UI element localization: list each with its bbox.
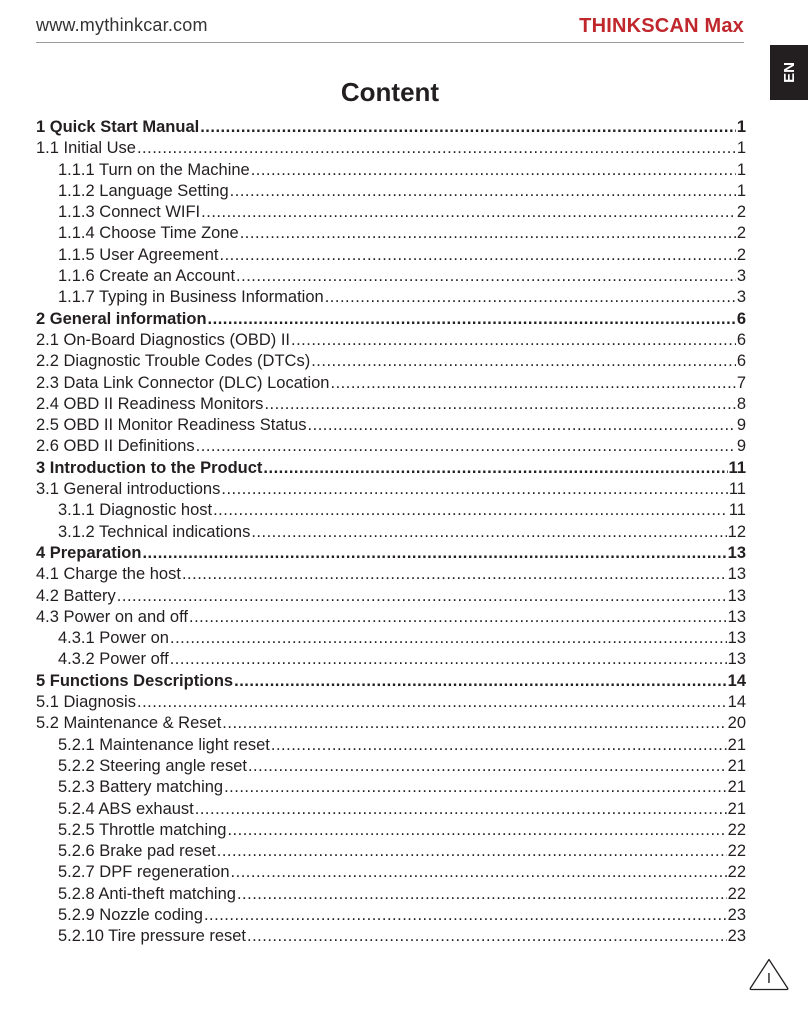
toc-dot-leader — [213, 500, 728, 521]
toc-entry-page: 11 — [728, 501, 746, 520]
brand-logo: THINKSCAN Max — [579, 15, 744, 37]
toc-entry-page: 11 — [728, 480, 746, 499]
toc-dot-leader — [137, 138, 736, 159]
toc-entry-page: 21 — [727, 778, 746, 797]
toc-dot-leader — [331, 373, 736, 394]
toc-entry-page: 20 — [727, 714, 746, 733]
toc-entry-page: 23 — [727, 905, 746, 924]
toc-dot-leader — [221, 479, 727, 500]
toc-entry-title: 2.4 OBD II Readiness Monitors — [36, 394, 264, 413]
toc-entry[interactable] — [36, 500, 746, 521]
toc-dot-leader — [263, 458, 727, 479]
toc-entry-title: 1.1.5 User Agreement — [58, 245, 219, 264]
toc-entry[interactable] — [36, 841, 746, 862]
toc-dot-leader — [234, 671, 727, 692]
toc-entry-page: 13 — [727, 565, 746, 584]
toc-entry-title: 3.1.2 Technical indications — [58, 522, 251, 541]
toc-dot-leader — [137, 692, 727, 713]
toc-entry-title: 5.2.3 Battery matching — [58, 778, 224, 797]
toc-dot-leader — [182, 564, 727, 585]
toc-entry[interactable] — [36, 160, 746, 181]
toc-entry-title: 5.2.4 ABS exhaust — [58, 799, 194, 818]
toc-entry[interactable] — [36, 479, 746, 500]
toc-entry[interactable] — [36, 351, 746, 372]
toc-entry-title: 3 Introduction to the Product — [36, 458, 263, 477]
toc-dot-leader — [311, 351, 736, 372]
page-number-marker — [748, 957, 790, 991]
toc-dot-leader — [251, 160, 736, 181]
header-divider — [36, 42, 744, 43]
toc-entry[interactable] — [36, 862, 746, 883]
table-of-contents — [36, 117, 746, 948]
toc-entry-title: 4.1 Charge the host — [36, 565, 181, 584]
toc-entry-title: 1.1.1 Turn on the Machine — [58, 160, 250, 179]
toc-entry[interactable] — [36, 586, 746, 607]
toc-entry[interactable] — [36, 181, 746, 202]
toc-entry[interactable] — [36, 884, 746, 905]
toc-entry[interactable] — [36, 202, 746, 223]
toc-entry[interactable] — [36, 926, 746, 947]
toc-dot-leader — [200, 117, 736, 138]
toc-entry[interactable] — [36, 607, 746, 628]
toc-dot-leader — [325, 287, 736, 308]
toc-dot-leader — [196, 436, 736, 457]
toc-entry-title: 5.2.2 Steering angle reset — [58, 756, 247, 775]
toc-entry-title: 5.2.6 Brake pad reset — [58, 842, 216, 861]
toc-entry-page: 2 — [736, 203, 746, 222]
toc-entry-title: 2 General information — [36, 309, 207, 328]
toc-entry-title: 1.1.3 Connect WIFI — [58, 203, 201, 222]
toc-entry[interactable] — [36, 564, 746, 585]
toc-entry-title: 1.1.7 Typing in Business Information — [58, 288, 324, 307]
toc-entry-page: 8 — [736, 394, 746, 413]
toc-entry-title: 4.3 Power on and off — [36, 607, 188, 626]
toc-entry-title: 5.2.7 DPF regeneration — [58, 863, 230, 882]
language-tab-label: EN — [780, 62, 798, 83]
toc-dot-leader — [224, 777, 727, 798]
toc-entry-page: 22 — [727, 842, 746, 861]
toc-dot-leader — [217, 841, 727, 862]
toc-entry-title: 5.2.8 Anti-theft matching — [58, 884, 236, 903]
toc-entry-page: 21 — [727, 756, 746, 775]
header-url: www.mythinkcar.com — [36, 15, 208, 35]
toc-entry-page: 6 — [736, 309, 746, 328]
toc-dot-leader — [236, 266, 736, 287]
toc-dot-leader — [222, 713, 726, 734]
toc-entry-page: 6 — [736, 352, 746, 371]
toc-entry-page: 7 — [736, 373, 746, 392]
toc-entry-page: 12 — [727, 522, 746, 541]
toc-entry-page: 14 — [727, 693, 746, 712]
toc-entry-title: 5.2.9 Nozzle coding — [58, 905, 203, 924]
toc-dot-leader — [264, 394, 735, 415]
toc-entry[interactable] — [36, 628, 746, 649]
toc-entry-page: 2 — [736, 245, 746, 264]
toc-entry[interactable] — [36, 522, 746, 543]
toc-entry-page: 1 — [736, 118, 746, 136]
toc-entry-title: 4.2 Battery — [36, 586, 116, 605]
toc-entry-page: 23 — [727, 927, 746, 946]
toc-entry[interactable] — [36, 436, 746, 457]
toc-entry-page: 21 — [727, 799, 746, 818]
toc-entry-page: 13 — [727, 607, 746, 626]
toc-chapter-entry[interactable] — [36, 543, 746, 564]
toc-dot-leader — [117, 586, 727, 607]
toc-entry-title: 5.2.5 Throttle matching — [58, 820, 227, 839]
toc-dot-leader — [220, 245, 736, 266]
toc-entry-page: 13 — [727, 586, 746, 605]
toc-dot-leader — [271, 735, 727, 756]
toc-entry-title: 2.3 Data Link Connector (DLC) Location — [36, 373, 330, 392]
toc-entry-title: 5.2.1 Maintenance light reset — [58, 735, 270, 754]
toc-chapter-entry[interactable] — [36, 458, 746, 479]
toc-dot-leader — [189, 607, 727, 628]
toc-entry-title: 1.1.2 Language Setting — [58, 181, 229, 200]
toc-entry-page: 2 — [736, 224, 746, 243]
toc-entry-page: 1 — [736, 181, 746, 200]
toc-entry[interactable] — [36, 373, 746, 394]
toc-entry-page: 13 — [727, 650, 746, 669]
toc-entry-page: 11 — [728, 458, 746, 477]
toc-entry-page: 14 — [727, 671, 746, 690]
toc-entry-title: 4.3.1 Power on — [58, 629, 169, 648]
page-number: I — [766, 970, 772, 987]
toc-dot-leader — [208, 309, 736, 330]
toc-entry[interactable] — [36, 415, 746, 436]
toc-dot-leader — [201, 202, 736, 223]
toc-entry-page: 22 — [727, 884, 746, 903]
page-title: Content — [340, 77, 440, 107]
toc-entry-title: 2.2 Diagnostic Trouble Codes (DTCs) — [36, 352, 311, 371]
toc-entry-title: 5.2 Maintenance & Reset — [36, 714, 222, 733]
toc-entry-title: 1.1.4 Choose Time Zone — [58, 224, 239, 243]
toc-entry[interactable] — [36, 649, 746, 670]
toc-chapter-entry[interactable] — [36, 309, 746, 330]
toc-dot-leader — [204, 905, 727, 926]
toc-dot-leader — [237, 884, 727, 905]
toc-entry-page: 21 — [727, 735, 746, 754]
toc-entry-page: 3 — [736, 288, 746, 307]
toc-entry[interactable] — [36, 820, 746, 841]
toc-dot-leader — [170, 628, 727, 649]
toc-entry[interactable] — [36, 245, 746, 266]
toc-dot-leader — [142, 543, 726, 564]
toc-entry-page: 13 — [727, 629, 746, 648]
toc-entry-title: 2.1 On-Board Diagnostics (OBD) II — [36, 330, 291, 349]
toc-entry[interactable] — [36, 713, 746, 734]
toc-entry-title: 4 Preparation — [36, 543, 142, 562]
toc-entry[interactable] — [36, 138, 746, 159]
toc-entry-title: 3.1.1 Diagnostic host — [58, 501, 213, 520]
toc-entry-page: 9 — [736, 416, 746, 435]
toc-dot-leader — [247, 926, 727, 947]
toc-dot-leader — [227, 820, 726, 841]
toc-dot-leader — [308, 415, 736, 436]
toc-entry[interactable] — [36, 223, 746, 244]
toc-entry-page: 1 — [736, 160, 746, 179]
toc-entry[interactable] — [36, 287, 746, 308]
toc-entry[interactable] — [36, 692, 746, 713]
toc-entry-page: 3 — [736, 267, 746, 286]
toc-entry-page: 13 — [727, 543, 746, 562]
toc-dot-leader — [170, 649, 727, 670]
toc-entry-title: 1.1.6 Create an Account — [58, 267, 236, 286]
toc-entry-page: 22 — [727, 820, 746, 839]
toc-dot-leader — [230, 181, 736, 202]
toc-entry-title: 2.6 OBD II Definitions — [36, 437, 195, 456]
toc-dot-leader — [195, 799, 727, 820]
toc-entry-title: 1.1 Initial Use — [36, 139, 136, 158]
toc-entry[interactable] — [36, 905, 746, 926]
toc-entry[interactable] — [36, 756, 746, 777]
toc-dot-leader — [291, 330, 736, 351]
toc-entry[interactable] — [36, 266, 746, 287]
toc-entry-page: 1 — [736, 139, 746, 158]
toc-dot-leader — [248, 756, 727, 777]
toc-dot-leader — [231, 862, 727, 883]
toc-entry-page: 22 — [727, 863, 746, 882]
toc-entry-page: 9 — [736, 437, 746, 456]
toc-entry-title: 5.2.10 Tire pressure reset — [58, 927, 247, 946]
toc-entry-title: 3.1 General introductions — [36, 480, 221, 499]
toc-dot-leader — [240, 223, 736, 244]
toc-entry-title: 2.5 OBD II Monitor Readiness Status — [36, 416, 307, 435]
toc-chapter-entry[interactable] — [36, 671, 746, 692]
toc-entry[interactable] — [36, 799, 746, 820]
toc-entry[interactable] — [36, 735, 746, 756]
toc-entry-page: 6 — [736, 330, 746, 349]
toc-entry[interactable] — [36, 330, 746, 351]
toc-dot-leader — [251, 522, 726, 543]
toc-entry[interactable] — [36, 394, 746, 415]
toc-chapter-entry[interactable] — [36, 117, 746, 138]
toc-entry-title: 1 Quick Start Manual — [36, 118, 200, 136]
toc-entry-title: 4.3.2 Power off — [58, 650, 169, 669]
toc-entry-title: 5 Functions Descriptions — [36, 671, 234, 690]
toc-entry[interactable] — [36, 777, 746, 798]
toc-entry-title: 5.1 Diagnosis — [36, 693, 136, 712]
